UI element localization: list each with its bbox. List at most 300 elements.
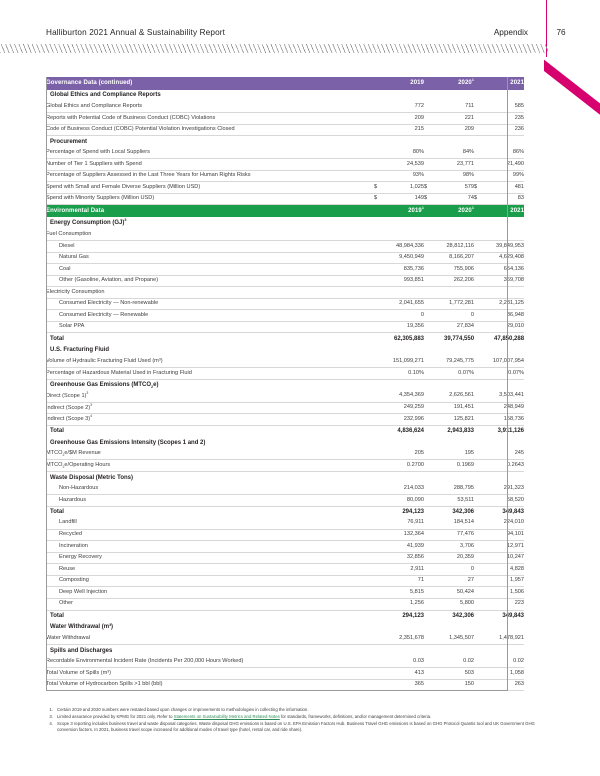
- currency-symbol: [424, 264, 432, 276]
- currency-symbol: [374, 541, 382, 553]
- group-heading-label: Spills and Discharges: [50, 647, 113, 654]
- cell-value: 1,025: [382, 182, 424, 194]
- cell-value: 232,996: [382, 414, 424, 426]
- cell-value: 27: [432, 575, 474, 587]
- cell-value: 5,800: [432, 599, 474, 611]
- cell-value: 579: [432, 182, 474, 194]
- cell-value: 209: [432, 124, 474, 136]
- currency-symbol: [474, 310, 482, 322]
- currency-symbol: [474, 264, 482, 276]
- cell-value: 0.03: [382, 656, 424, 668]
- total-row: [46, 610, 524, 622]
- row-label: Indirect (Scope 3)$^4$: [46, 414, 374, 426]
- cell-value: [432, 287, 474, 299]
- currency-symbol: [474, 402, 482, 414]
- governance-section-bar: [46, 77, 524, 90]
- cell-value: 86%: [482, 147, 524, 159]
- cell-value: 0.1969: [432, 460, 474, 472]
- cell-value: 0.07%: [482, 368, 524, 380]
- currency-symbol: [374, 124, 382, 136]
- group-heading-label: Waste Disposal (Metric Tons): [50, 474, 134, 481]
- sustainability-data-table: [46, 77, 525, 691]
- currency-symbol: [474, 679, 482, 691]
- pink-diagonal-ribbon: [544, 56, 600, 136]
- cell-value: 36,948: [482, 310, 524, 322]
- currency-symbol: [474, 147, 482, 159]
- cell-value: 221: [432, 113, 474, 125]
- cell-value: 76,911: [382, 518, 424, 530]
- row-label: Fuel Consumption: [46, 229, 374, 241]
- row-label: Recycled: [46, 529, 374, 541]
- currency-symbol: [424, 448, 432, 460]
- currency-symbol: [424, 402, 432, 414]
- total-row: [46, 506, 524, 518]
- currency-symbol: [424, 113, 432, 125]
- table-row: [46, 679, 524, 691]
- currency-symbol: [374, 241, 382, 253]
- currency-symbol: [424, 552, 432, 564]
- total-row: [46, 425, 524, 437]
- row-label: Percentage of Spend with Local Suppliers: [46, 147, 374, 159]
- cell-value: 1,772,281: [432, 298, 474, 310]
- row-label: Number of Tier 1 Suppliers with Spend: [46, 159, 374, 171]
- group-heading-label: Energy Consumption (GJ)$^3$: [50, 218, 127, 227]
- cell-value: 263: [482, 679, 524, 691]
- cell-value: 58,520: [482, 495, 524, 507]
- cell-value: 20,359: [432, 552, 474, 564]
- currency-symbol: [474, 541, 482, 553]
- group-heading-label: U.S. Fracturing Fluid: [50, 347, 110, 354]
- currency-symbol: [374, 159, 382, 171]
- table-row: [46, 321, 524, 333]
- table-row: [46, 252, 524, 264]
- cell-value: 151,099,271: [382, 356, 424, 368]
- cell-value: 1,345,507: [432, 633, 474, 645]
- cell-value: 2,626,561: [432, 391, 474, 403]
- currency-symbol: [374, 333, 382, 345]
- table-row: [46, 124, 524, 136]
- cell-value: 4,828: [482, 564, 524, 576]
- cell-value: 10,247: [482, 552, 524, 564]
- total-value: 39,774,550: [432, 333, 474, 345]
- table-row: [46, 310, 524, 322]
- total-value: 3,911,126: [482, 425, 524, 437]
- currency-symbol: [424, 483, 432, 495]
- currency-symbol: [374, 679, 382, 691]
- cell-value: 99%: [482, 170, 524, 182]
- total-value: 62,305,883: [382, 333, 424, 345]
- currency-symbol: [424, 425, 432, 437]
- currency-symbol: [474, 321, 482, 333]
- currency-symbol: [474, 529, 482, 541]
- currency-symbol: [374, 448, 382, 460]
- report-title: Halliburton 2021 Annual & Sustainability Report: [46, 27, 226, 37]
- group-heading-row: [46, 217, 524, 229]
- header-section-label: Appendix: [493, 27, 528, 37]
- row-label: Total Volume of Spills (m³): [46, 668, 374, 680]
- total-label: Total: [46, 333, 374, 345]
- cell-value: 107,007,954: [482, 356, 524, 368]
- row-label: Recordable Environmental Incident Rate (Incidents Per 200,000 Hours Worked): [46, 656, 374, 668]
- group-heading-row: [46, 645, 524, 657]
- cell-value: 50,424: [432, 587, 474, 599]
- table-row: [46, 170, 524, 182]
- currency-symbol: [474, 170, 482, 182]
- currency-symbol: [374, 402, 382, 414]
- row-label: Coal: [46, 264, 374, 276]
- cell-value: 288,795: [432, 483, 474, 495]
- total-label: Total: [46, 425, 374, 437]
- currency-symbol: [374, 564, 382, 576]
- cell-value: 93%: [382, 170, 424, 182]
- cell-value: [482, 229, 524, 241]
- currency-symbol: [424, 391, 432, 403]
- currency-symbol: [424, 679, 432, 691]
- currency-symbol: [424, 229, 432, 241]
- currency-symbol: [424, 414, 432, 426]
- currency-symbol: [424, 287, 432, 299]
- total-value: 349,843: [482, 610, 524, 622]
- row-label: Spend with Small and Female Diverse Suppliers (Million USD): [46, 182, 374, 194]
- cell-value: 158,736: [482, 414, 524, 426]
- cell-value: 835,736: [382, 264, 424, 276]
- currency-symbol: [474, 101, 482, 113]
- column-header-year: 2019: [382, 77, 424, 90]
- table-row: [46, 448, 524, 460]
- currency-symbol: [474, 275, 482, 287]
- cell-value: 1,957: [482, 575, 524, 587]
- cell-value: 0.02: [432, 656, 474, 668]
- row-label: Hazardous: [46, 495, 374, 507]
- cell-value: 80,090: [382, 495, 424, 507]
- cell-value: 0.2643: [482, 460, 524, 472]
- page-header: [46, 22, 574, 42]
- cell-value: 71: [382, 575, 424, 587]
- group-heading-row: [46, 344, 524, 356]
- section-bar-title: Governance Data (continued): [46, 77, 382, 90]
- currency-symbol: $: [374, 182, 382, 194]
- currency-symbol: [374, 506, 382, 518]
- group-heading-row: [46, 379, 524, 391]
- table-row: [46, 241, 524, 253]
- cell-value: 195: [432, 448, 474, 460]
- column-header-year: 2019$^1$: [382, 205, 424, 218]
- currency-symbol: [474, 518, 482, 530]
- currency-symbol: [474, 587, 482, 599]
- row-label: Natural Gas: [46, 252, 374, 264]
- table-row: [46, 159, 524, 171]
- footnote-text: Scope 3 reporting includes business travel and waste disposal categories. Waste disposal GHG emissions is based on U.S. EPA Emission Factors Hub. Business Travel GHG emissions is based on GHG Protocol Quantis tool and UK Government GHG conversion factors. In 2021, business travel scope increased for additional modes of travel type (hotel, rental car, and ride share).: [57, 721, 535, 733]
- table-row: [46, 529, 524, 541]
- cell-value: 1,478,921: [482, 633, 524, 645]
- currency-symbol: $: [474, 182, 482, 194]
- currency-symbol: [424, 241, 432, 253]
- currency-symbol: [474, 448, 482, 460]
- cell-value: 191,451: [432, 402, 474, 414]
- table-row: [46, 460, 524, 472]
- cell-value: 2,281,125: [482, 298, 524, 310]
- cell-value: 235: [482, 113, 524, 125]
- cell-value: 993,851: [382, 275, 424, 287]
- cell-value: 83: [482, 193, 524, 205]
- cell-value: 27,834: [432, 321, 474, 333]
- cell-value: 0: [432, 310, 474, 322]
- currency-symbol: [424, 147, 432, 159]
- currency-symbol: [424, 506, 432, 518]
- currency-symbol: [374, 298, 382, 310]
- row-label: Non-Hazardous: [46, 483, 374, 495]
- group-heading-label: Greenhouse Gas Emissions Intensity (Scopes 1 and 2): [50, 439, 206, 446]
- currency-symbol: [374, 321, 382, 333]
- row-label: Global Ethics and Compliance Reports: [46, 101, 374, 113]
- row-label: Composting: [46, 575, 374, 587]
- currency-symbol: [424, 587, 432, 599]
- cell-value: 3,706: [432, 541, 474, 553]
- footnote-text: Certain 2019 and 2020 numbers were restated based upon changes or improvements to methodologies in collecting the information.: [57, 707, 309, 712]
- cell-value: 28,812,116: [432, 241, 474, 253]
- cell-value: 19,356: [382, 321, 424, 333]
- currency-symbol: [374, 113, 382, 125]
- cell-value: [482, 287, 524, 299]
- currency-symbol: [424, 275, 432, 287]
- cell-value: 12,971: [482, 541, 524, 553]
- row-label: Landfill: [46, 518, 374, 530]
- group-heading-row: [46, 136, 524, 148]
- currency-symbol: [424, 610, 432, 622]
- table-row: [46, 495, 524, 507]
- table-row: [46, 264, 524, 276]
- cell-value: 262,206: [432, 275, 474, 287]
- currency-symbol: [424, 495, 432, 507]
- total-label: Total: [46, 506, 374, 518]
- total-value: 47,850,288: [482, 333, 524, 345]
- column-header-year: 2020$^1$: [424, 205, 474, 218]
- currency-symbol: [474, 159, 482, 171]
- cell-value: 209: [382, 113, 424, 125]
- cell-value: 245: [482, 448, 524, 460]
- total-value: 2,943,833: [432, 425, 474, 437]
- footnote-item: [46, 714, 556, 720]
- currency-symbol: $: [474, 193, 482, 205]
- row-label: Incineration: [46, 541, 374, 553]
- currency-symbol: [374, 414, 382, 426]
- currency-symbol: [424, 333, 432, 345]
- cell-value: 94,101: [482, 529, 524, 541]
- total-label: Total: [46, 610, 374, 622]
- cell-value: 0: [432, 564, 474, 576]
- currency-symbol: [474, 333, 482, 345]
- cell-value: 2,351,678: [382, 633, 424, 645]
- currency-symbol: [424, 518, 432, 530]
- total-value: 342,306: [432, 610, 474, 622]
- currency-symbol: [374, 633, 382, 645]
- cell-value: 711: [432, 101, 474, 113]
- currency-symbol: [474, 391, 482, 403]
- table-row: [46, 356, 524, 368]
- group-heading-label: Water Withdrawal (m³): [50, 624, 114, 631]
- cell-value: 585: [482, 101, 524, 113]
- cell-value: 772: [382, 101, 424, 113]
- currency-symbol: [474, 113, 482, 125]
- currency-symbol: [474, 414, 482, 426]
- cell-value: 0.2700: [382, 460, 424, 472]
- page-number: 76: [556, 27, 566, 37]
- cell-value: 149: [382, 193, 424, 205]
- group-heading-label: Global Ethics and Compliance Reports: [50, 92, 161, 99]
- group-heading-row: [46, 90, 524, 102]
- cell-value: 2,911: [382, 564, 424, 576]
- currency-symbol: [474, 287, 482, 299]
- cell-value: 0.10%: [382, 368, 424, 380]
- cell-value: 150: [432, 679, 474, 691]
- currency-symbol: [424, 633, 432, 645]
- hatched-divider: [0, 44, 548, 53]
- table-row: [46, 402, 524, 414]
- cell-value: 53,511: [432, 495, 474, 507]
- currency-symbol: $: [374, 193, 382, 205]
- cell-value: 74: [432, 193, 474, 205]
- currency-symbol: [424, 575, 432, 587]
- currency-symbol: [374, 599, 382, 611]
- currency-symbol: [474, 633, 482, 645]
- column-header-year: 2021: [474, 77, 524, 90]
- section-bar-title: Environmental Data: [46, 205, 382, 218]
- currency-symbol: [474, 506, 482, 518]
- table-row: [46, 599, 524, 611]
- cell-value: 4,354,369: [382, 391, 424, 403]
- header-right-group: [494, 28, 574, 37]
- currency-symbol: [424, 564, 432, 576]
- cell-value: 1,058: [482, 668, 524, 680]
- currency-symbol: [374, 287, 382, 299]
- cell-value: 236: [482, 124, 524, 136]
- row-label: Diesel: [46, 241, 374, 253]
- currency-symbol: [374, 356, 382, 368]
- cell-value: 3,503,441: [482, 391, 524, 403]
- currency-symbol: [374, 552, 382, 564]
- currency-symbol: [374, 529, 382, 541]
- cell-value: 215: [382, 124, 424, 136]
- cell-value: 249,259: [382, 402, 424, 414]
- row-label: Total Volume of Hydrocarbon Spills >1 bbl (bbl): [46, 679, 374, 691]
- cell-value: 79,245,775: [432, 356, 474, 368]
- footnote-number: 4.: [49, 721, 53, 727]
- currency-symbol: [374, 391, 382, 403]
- cell-value: 21,490: [482, 159, 524, 171]
- row-label: Reports with Potential Code of Business Conduct (COBC) Violations: [46, 113, 374, 125]
- currency-symbol: [424, 541, 432, 553]
- currency-symbol: $: [424, 182, 432, 194]
- table-row: [46, 229, 524, 241]
- cell-value: 5,815: [382, 587, 424, 599]
- currency-symbol: [474, 495, 482, 507]
- row-label: Percentage of Suppliers Assessed in the Last Three Years for Human Rights Risks: [46, 170, 374, 182]
- cell-value: 205: [382, 448, 424, 460]
- currency-symbol: [474, 368, 482, 380]
- currency-symbol: [474, 483, 482, 495]
- cell-value: 369,708: [482, 275, 524, 287]
- total-value: 294,123: [382, 610, 424, 622]
- cell-value: 291,323: [482, 483, 524, 495]
- column-header-year: 2020$^1$: [424, 77, 474, 90]
- cell-value: 654,136: [482, 264, 524, 276]
- currency-symbol: [374, 610, 382, 622]
- currency-symbol: [474, 298, 482, 310]
- currency-symbol: [374, 575, 382, 587]
- row-label: Reuse: [46, 564, 374, 576]
- table-row: [46, 391, 524, 403]
- cell-value: 0.02: [482, 656, 524, 668]
- footnote-item: [46, 707, 556, 713]
- currency-symbol: [424, 599, 432, 611]
- currency-symbol: [474, 241, 482, 253]
- cell-value: 0.07%: [432, 368, 474, 380]
- group-heading-label: Procurement: [50, 138, 88, 145]
- row-label: Spend with Minority Suppliers (Million USD): [46, 193, 374, 205]
- footnote-item: [46, 721, 556, 733]
- table-row: [46, 298, 524, 310]
- row-label: $MTCO_2e$/Operating Hours: [46, 460, 374, 472]
- currency-symbol: [374, 587, 382, 599]
- environmental-section-bar: [46, 205, 524, 218]
- currency-symbol: [374, 425, 382, 437]
- cell-value: 9,450,949: [382, 252, 424, 264]
- column-header-year: 2021: [474, 205, 524, 218]
- currency-symbol: [374, 483, 382, 495]
- currency-symbol: [374, 368, 382, 380]
- cell-value: 98%: [432, 170, 474, 182]
- currency-symbol: [374, 101, 382, 113]
- total-row: [46, 333, 524, 345]
- cell-value: 29,010: [482, 321, 524, 333]
- currency-symbol: [474, 425, 482, 437]
- table-body: [46, 77, 524, 691]
- row-label: Consumed Electricity — Renewable: [46, 310, 374, 322]
- currency-symbol: [424, 124, 432, 136]
- table-row: [46, 483, 524, 495]
- cell-value: 125,821: [432, 414, 474, 426]
- cell-value: 248,949: [482, 402, 524, 414]
- footnote-link[interactable]: Statements on Sustainability Metrics and Related Notes: [173, 714, 280, 720]
- table-row: [46, 414, 524, 426]
- group-heading-row: [46, 472, 524, 484]
- table-row: [46, 275, 524, 287]
- currency-symbol: $: [424, 193, 432, 205]
- row-label: $MTCO_2e/\$M$ Revenue: [46, 448, 374, 460]
- currency-symbol: [374, 264, 382, 276]
- cell-value: 84%: [432, 147, 474, 159]
- row-label: Direct (Scope 1)$^3$: [46, 391, 374, 403]
- cell-value: 80%: [382, 147, 424, 159]
- cell-value: 0: [382, 310, 424, 322]
- total-value: 342,306: [432, 506, 474, 518]
- cell-value: 132,364: [382, 529, 424, 541]
- cell-value: 755,906: [432, 264, 474, 276]
- currency-symbol: [424, 252, 432, 264]
- table-row: [46, 113, 524, 125]
- cell-value: 41,939: [382, 541, 424, 553]
- table-row: [46, 518, 524, 530]
- currency-symbol: [374, 495, 382, 507]
- currency-symbol: [424, 310, 432, 322]
- cell-value: 223: [482, 599, 524, 611]
- cell-value: 413: [382, 668, 424, 680]
- currency-symbol: [474, 356, 482, 368]
- total-value: 4,836,624: [382, 425, 424, 437]
- table-row: [46, 147, 524, 159]
- currency-symbol: [474, 229, 482, 241]
- currency-symbol: [374, 147, 382, 159]
